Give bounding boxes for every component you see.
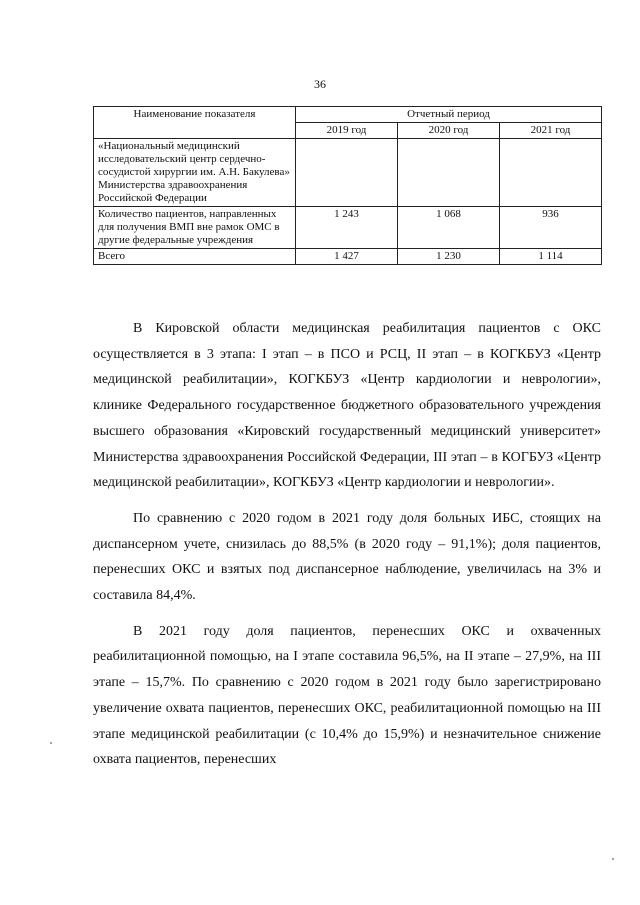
row-value: 1 427 <box>296 249 398 265</box>
indicator-name-header: Наименование показателя <box>94 107 296 139</box>
year-header: 2020 год <box>398 123 500 139</box>
body-text <box>93 316 601 773</box>
table-row <box>94 139 602 207</box>
indicator-table <box>93 106 602 265</box>
row-value: 936 <box>500 207 602 249</box>
paragraph: По сравнению с 2020 годом в 2021 году доля больных ИБС, стоящих на диспансерном учете, снизилась до 88,5% (в 2020 году – 91,1%); доля пациентов, перенесших ОКС и взятых под диспансерное наблюдение, увеличилась на 3% и составила 84,4%. <box>93 510 601 604</box>
row-value <box>398 139 500 207</box>
reporting-period-header: Отчетный период <box>296 107 602 123</box>
table-total-row <box>94 249 602 265</box>
row-value: 1 114 <box>500 249 602 265</box>
table-row <box>94 207 602 249</box>
table-header-row <box>94 107 602 123</box>
row-value: 1 230 <box>398 249 500 265</box>
year-header: 2019 год <box>296 123 398 139</box>
year-header: 2021 год <box>500 123 602 139</box>
paragraph: В Кировской области медицинская реабилитация пациентов с ОКС осуществляется в 3 этапа: I этап – в ПСО и РСЦ, II этап – в КОГКБУЗ «Центр медицинской реабилитации», КОГКБУЗ «Центр кардиологии и неврологии», клинике Федерального государственное бюджетного образовательного учреждения высшего образования «Кировский государственный медицинский университет» Министерства здравоохранения Российской Федерации, III этап – в КОГБУЗ «Центр медицинской реабилитации», КОГКБУЗ «Центр кардиологии и неврологии». <box>93 321 601 491</box>
row-label: Количество пациентов, направленных для получения ВМП вне рамок ОМС в другие федеральные учреждения <box>94 207 296 249</box>
row-value <box>296 139 398 207</box>
row-value <box>500 139 602 207</box>
row-label: «Национальный медицинский исследовательский центр сердечно-сосудистой хирургии им. А.Н. Бакулева» Министерства здравоохранения Российской Федерации <box>94 139 296 207</box>
paragraph: В 2021 году доля пациентов, перенесших ОКС и охваченных реабилитационной помощью, на I этапе составила 96,5%, на II этапе – 27,9%, на III этапе – 15,7%. По сравнению с 2020 годом в 2021 году было зарегистрировано увеличение охвата пациентов, перенесших ОКС, реабилитационной помощью на III этапе медицинской реабилитации (с 10,4% до 15,9%) и незначительное снижение охвата пациентов, перенесших <box>93 623 601 768</box>
row-label: Всего <box>94 249 296 265</box>
row-value: 1 068 <box>398 207 500 249</box>
scan-artifact-dot <box>612 858 614 860</box>
page-number: 36 <box>314 77 326 91</box>
scan-artifact-dot <box>50 742 52 744</box>
row-value: 1 243 <box>296 207 398 249</box>
